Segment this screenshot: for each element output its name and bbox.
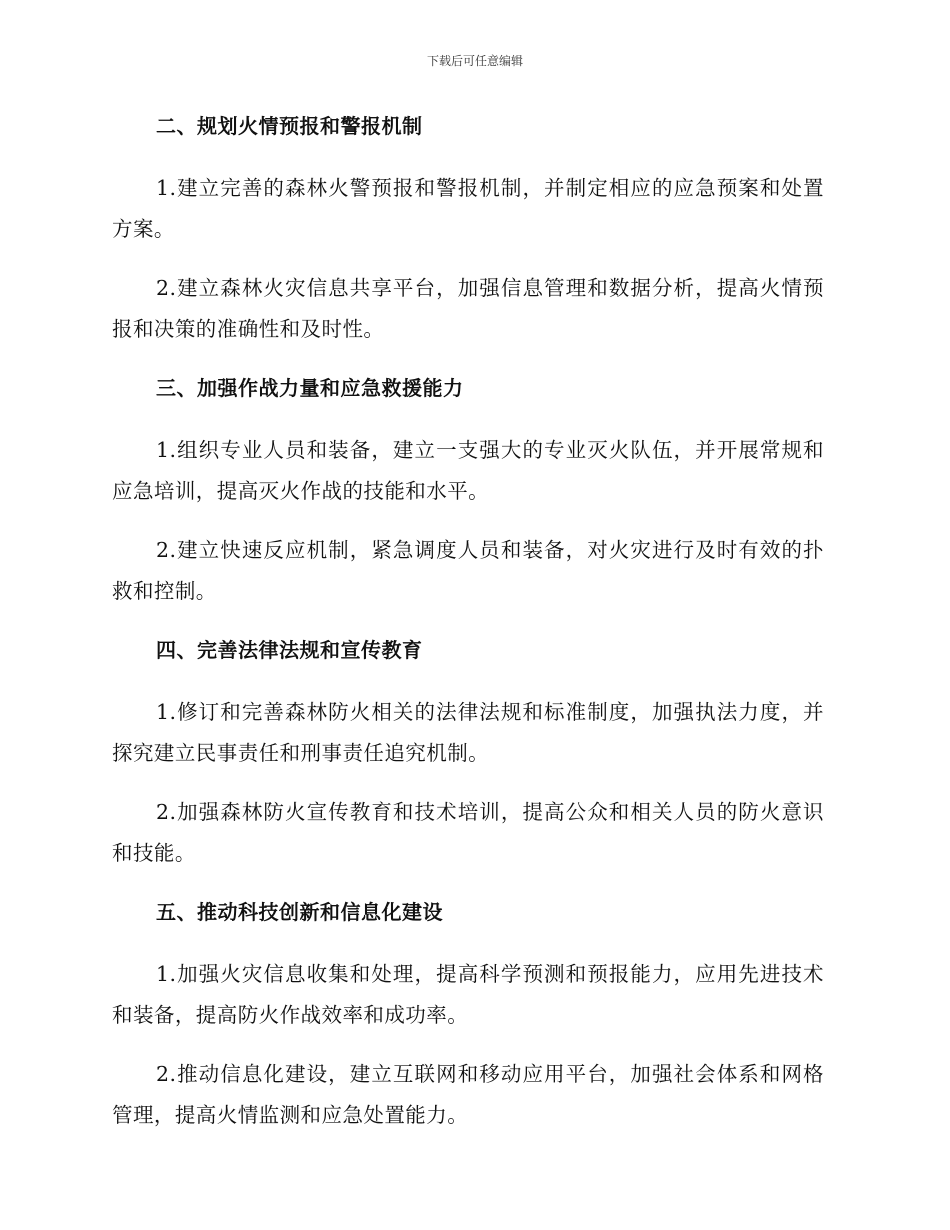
section-heading: 五、推动科技创新和信息化建设 [156,900,443,924]
section-2 [112,106,824,350]
paragraph: 2.加强森林防火宣传教育和技术培训，提高公众和相关人员的防火意识和技能。 [112,800,824,865]
section-heading: 三、加强作战力量和应急救援能力 [156,376,464,400]
section-3 [112,368,824,612]
section-4 [112,630,824,874]
paragraph: 1.修订和完善森林防火相关的法律法规和标准制度，加强执法力度，并探究建立民事责任和刑事责任追究机制。 [112,700,824,765]
section-5 [112,892,824,1136]
paragraph: 2.建立快速反应机制，紧急调度人员和装备，对火灾进行及时有效的扑救和控制。 [112,538,824,603]
section-heading: 二、规划火情预报和警报机制 [156,114,423,138]
document-body [112,106,824,1154]
paragraph: 2.建立森林火灾信息共享平台，加强信息管理和数据分析，提高火情预报和决策的准确性和及时性。 [112,276,824,341]
paragraph: 1.加强火灾信息收集和处理，提高科学预测和预报能力，应用先进技术和装备，提高防火作战效率和成功率。 [112,962,824,1027]
paragraph: 1.建立完善的森林火警预报和警报机制，并制定相应的应急预案和处置方案。 [112,176,824,241]
paragraph: 1.组织专业人员和装备，建立一支强大的专业灭火队伍，并开展常规和应急培训，提高灭火作战的技能和水平。 [112,438,824,503]
section-heading: 四、完善法律法规和宣传教育 [156,638,423,662]
page-header: 下载后可任意编辑 [426,54,523,68]
paragraph: 2.推动信息化建设，建立互联网和移动应用平台，加强社会体系和网格管理，提高火情监测和应急处置能力。 [112,1062,824,1127]
